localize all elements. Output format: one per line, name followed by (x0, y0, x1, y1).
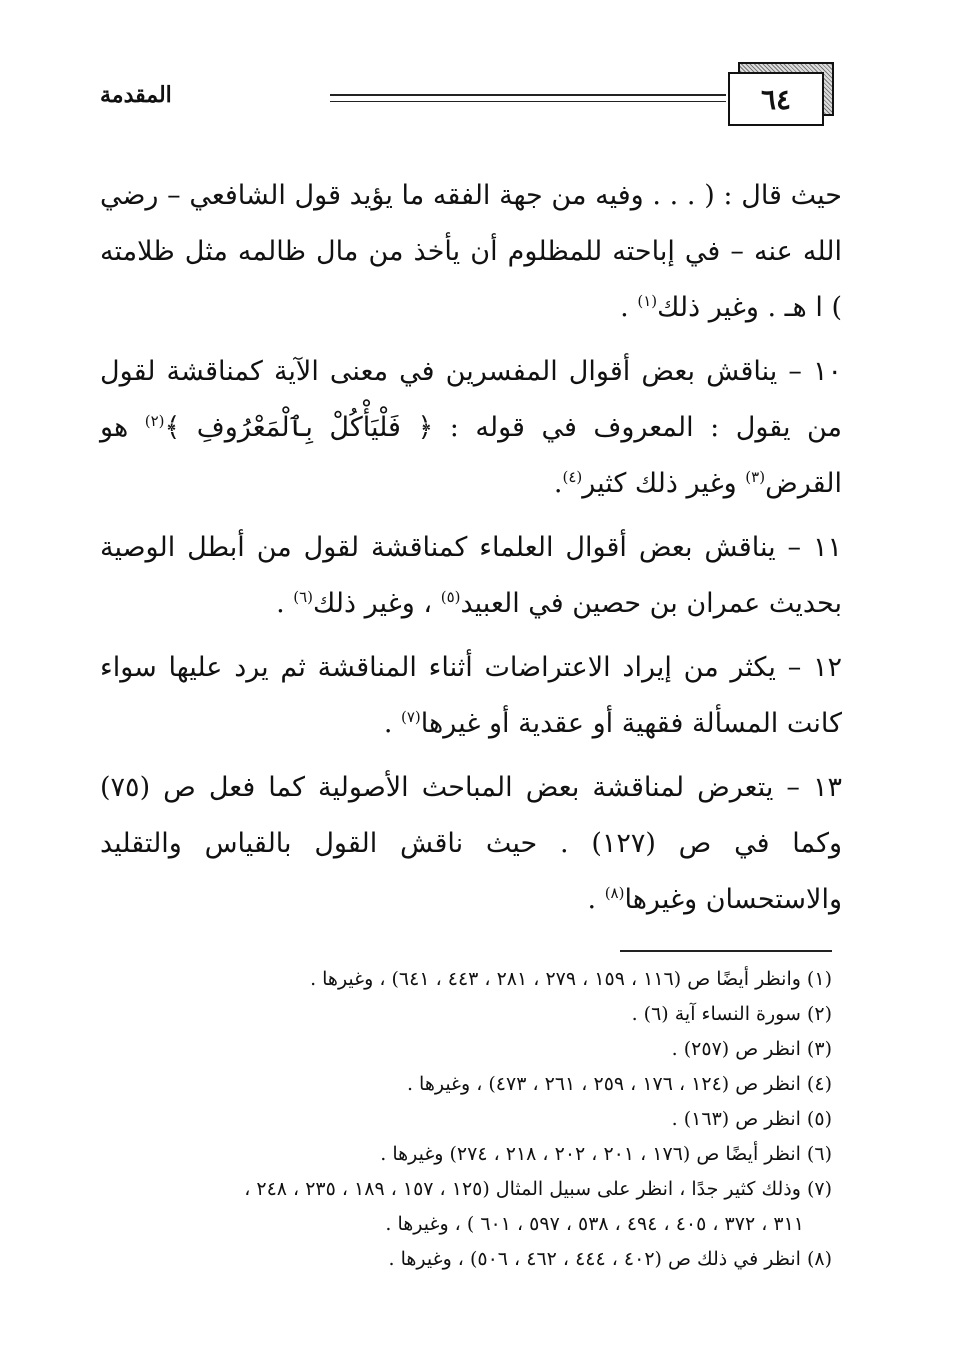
paragraph-text: ١٠ – يناقش بعض أقوال المفسرين في معنى الآية كمناقشة لقول من يقول : المعروف في قوله : ﴿ فَلْيَأْكُلْ بِٱلْمَعْرُوفِ ﴾ (100, 356, 842, 443)
body-text (100, 168, 842, 936)
page-header (0, 52, 954, 132)
footnote-ref: (٧) (400, 708, 421, 726)
footnote-ref: (٨) (604, 884, 625, 902)
paragraph-text: هو القرض (100, 412, 842, 499)
footnote-7-continued: ٣١١ ، ٣٧٢ ، ٤٠٥ ، ٤٩٤ ، ٥٣٨ ، ٥٩٧ ، ٦٠١ ) ، وغيرها . (385, 1213, 804, 1235)
paragraph-tail: . (620, 292, 638, 323)
header-rule (330, 94, 726, 102)
footnote-1: (١) وانظر أيضًا ص (١١٦ ، ١٥٩ ، ٢٧٩ ، ٢٨١ ، ٤٤٣ ، ٦٤١) ، وغيرها . (310, 968, 832, 990)
footnote-3: (٣) انظر ص (٢٥٧) . (671, 1038, 832, 1060)
paragraph-text: ١٢ – يكثر من إيراد الاعتراضات أثناء المناقشة ثم يرد عليها سواء كانت المسألة فقهية أو عقدية أو غيرها (100, 652, 842, 739)
paragraph-11 (100, 520, 842, 632)
chapter-title: المقدمة (100, 82, 172, 108)
paragraph-tail: . (587, 884, 605, 915)
page-number: ٦٤ (728, 72, 824, 126)
footnote-ref: (٢) (144, 412, 165, 430)
paragraph-text: وغير ذلك كثير (582, 468, 746, 499)
paragraph-13 (100, 760, 842, 928)
paragraph-text: حيث قال : ( . . . وفيه من جهة الفقه ما يؤيد قول الشافعي – رضي الله عنه – في إباحته للمظلوم أن يأخذ من مال ظالمه مثل ظلامته ) ا هـ . وغير ذلك (100, 180, 842, 323)
footnote-5: (٥) انظر ص (١٦٣) . (671, 1108, 832, 1130)
footnote-6: (٦) انظر أيضًا ص (١٧٦ ، ٢٠١ ، ٢٠٢ ، ٢١٨ ، ٢٧٤) وغيرها . (380, 1143, 832, 1165)
paragraph-tail: . (383, 708, 401, 739)
footnote-ref: (٦) (293, 588, 314, 606)
footnote-ref: (٥) (440, 588, 461, 606)
footnote-ref: (٣) (745, 468, 766, 486)
paragraph-text: ١٣ – يتعرض لمناقشة بعض المباحث الأصولية كما فعل ص (٧٥) وكما في ص (١٢٧) . حيث ناقش القول بالقياس والتقليد والاستحسان وغيرها (100, 772, 842, 915)
paragraph-1 (100, 168, 842, 336)
footnote-ref: (١) (637, 292, 658, 310)
paragraph-tail: . (276, 588, 294, 619)
footnote-8: (٨) انظر في ذلك ص (٤٠٢ ، ٤٤٤ ، ٤٦٢ ، ٥٠٦) ، وغيرها . (388, 1248, 832, 1270)
footnote-4: (٤) انظر ص (١٢٤ ، ١٧٦ ، ٢٥٩ ، ٢٦١ ، ٤٧٣) ، وغيرها . (406, 1073, 832, 1095)
footnote-7: (٧) وذلك كثير جدًا ، انظر على سبيل المثال (١٢٥ ، ١٥٧ ، ١٨٩ ، ٢٣٥ ، ٢٤٨ ، (244, 1178, 832, 1200)
paragraph-tail: . (553, 468, 563, 499)
footnotes (100, 962, 832, 1277)
footnote-ref: (٤) (562, 468, 583, 486)
footnote-2: (٢) سورة النساء آية (٦) . (631, 1003, 832, 1025)
footnote-separator (620, 950, 832, 952)
paragraph-12 (100, 640, 842, 752)
paragraph-text: ١١ – يناقش بعض أقوال العلماء كمناقشة لقول من أبطل الوصية بحديث عمران بن حصين في العبيد (100, 532, 842, 619)
paragraph-10 (100, 344, 842, 512)
paragraph-text: ، وغير ذلك (313, 588, 441, 619)
